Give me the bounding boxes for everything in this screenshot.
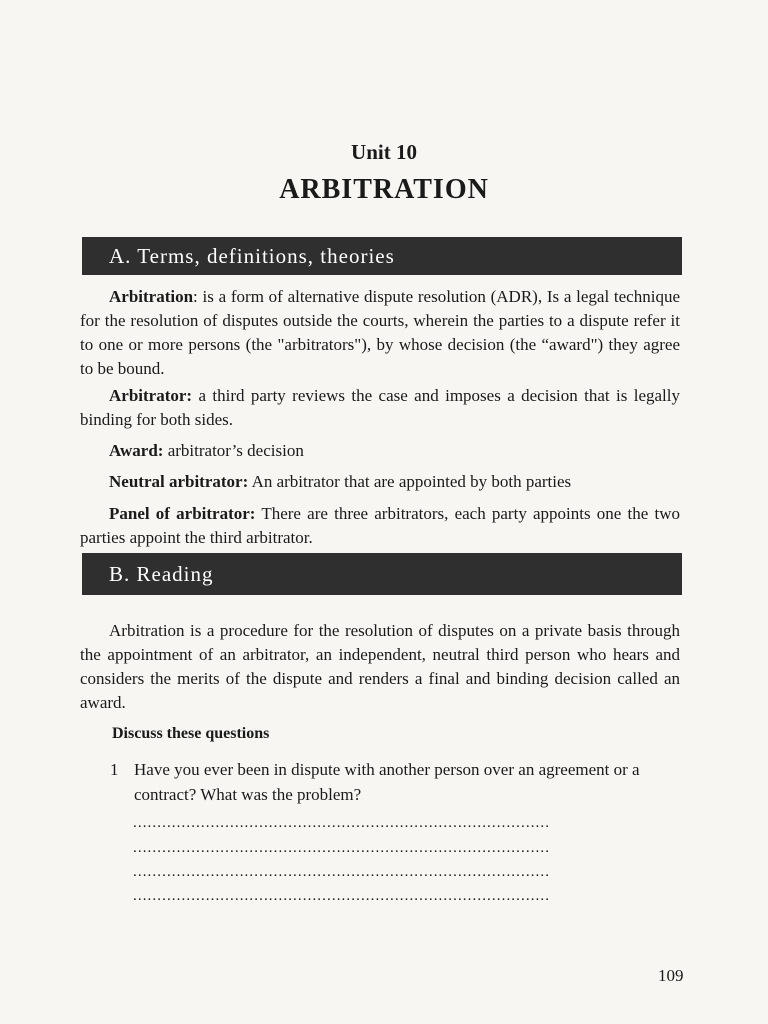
- term-definition: There are three arbitrators, each party appoints one the two parties appoint the third arbitrator.: [80, 504, 680, 547]
- unit-label: Unit 10: [351, 140, 417, 164]
- term-label: Arbitrator:: [109, 386, 193, 405]
- term-label: Award:: [109, 441, 164, 460]
- definition-arbitration: [80, 285, 680, 381]
- question-text: Have you ever been in dispute with another person over an agreement or a contract? What was the problem?: [134, 760, 640, 804]
- term-label: Arbitration: [109, 287, 194, 306]
- definition-arbitrator: [80, 384, 680, 432]
- term-definition: An arbitrator that are appointed by both parties: [248, 472, 572, 491]
- question-item: [110, 757, 680, 807]
- reading-text: Arbitration is a procedure for the resolution of disputes on a private basis through the appointment of an arbitrator, an independent, neutral third person who hears and considers the merits of the dispute and renders a final and binding decision called an award.: [80, 621, 680, 712]
- term-definition: a third party reviews the case and imposes a decision that is legally binding for both sides.: [80, 386, 680, 429]
- term-label: Panel of arbitrator:: [109, 504, 256, 523]
- question-number: 1: [110, 760, 119, 779]
- definition-panel-of-arbitrator: [80, 502, 680, 550]
- term-separator: :: [193, 287, 198, 306]
- discuss-heading: Discuss these questions: [112, 725, 270, 742]
- reading-paragraph: [80, 619, 680, 715]
- answer-line[interactable]: ......................................................................................: [133, 864, 551, 880]
- definition-neutral-arbitrator: [80, 470, 680, 494]
- answer-line[interactable]: ......................................................................................: [133, 840, 551, 856]
- section-a-heading: A. Terms, definitions, theories: [82, 237, 682, 275]
- page-number: 109: [658, 966, 684, 985]
- definition-award: [80, 439, 680, 463]
- page-title: ARBITRATION: [279, 174, 489, 205]
- term-definition: arbitrator’s decision: [163, 441, 304, 460]
- section-b-heading: B. Reading: [82, 553, 682, 595]
- term-definition: is a form of alternative dispute resolution (ADR), Is a legal technique for the resolution of disputes outside the courts, wherein the parties to a dispute refer it to one or more persons (the "arbitrators"), by whose decision (the “award") they agree to be bound.: [80, 287, 680, 378]
- term-label: Neutral arbitrator:: [109, 472, 249, 491]
- answer-line[interactable]: ......................................................................................: [133, 815, 551, 831]
- answer-line[interactable]: ......................................................................................: [133, 888, 551, 904]
